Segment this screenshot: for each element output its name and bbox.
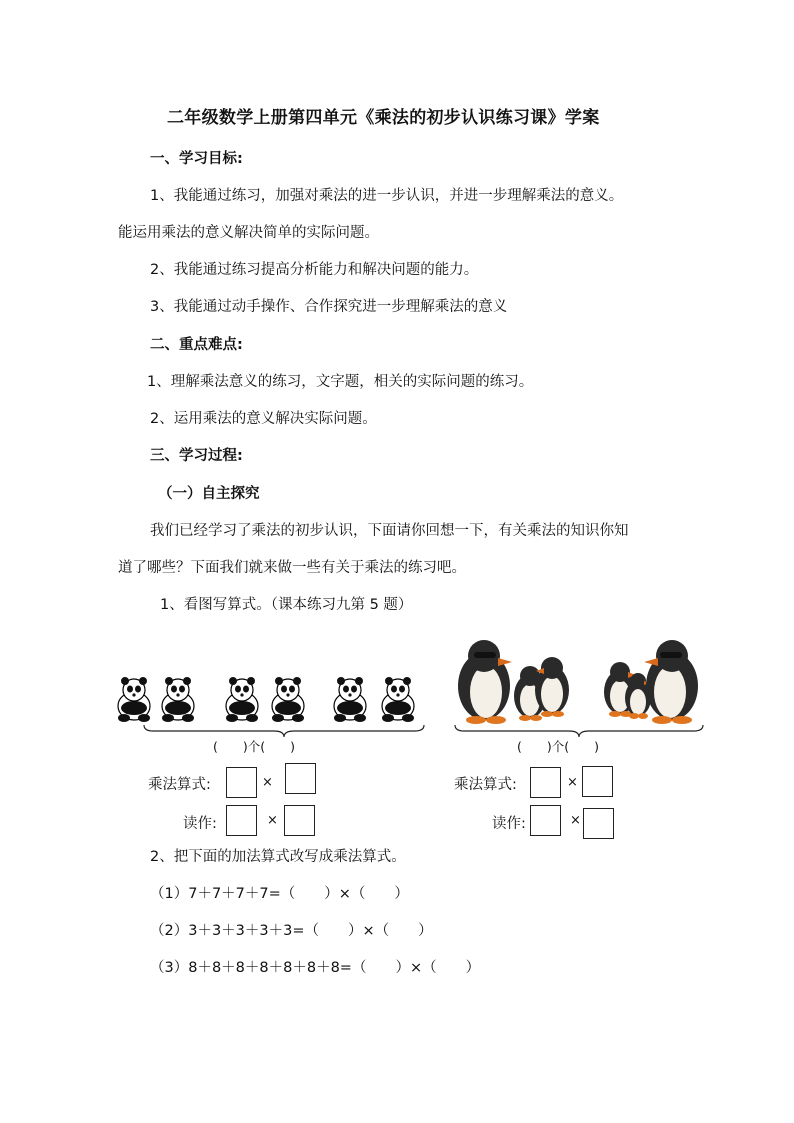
task-2-item-1: （1）7＋7＋7＋7=（ ）×（ ） [150, 886, 409, 902]
right-caption: ( )个( ) [517, 739, 600, 754]
right-mult-label: 乘法算式: [454, 777, 517, 793]
right-read-box-2[interactable] [583, 808, 614, 839]
panda-2 [162, 677, 194, 722]
goal-2: 2、我能通过练习提高分析能力和解决问题的能力。 [150, 262, 479, 278]
goal-1-line-a: 1、我能通过练习，加强对乘法的进一步认识，并进一步理解乘法的意义。 [150, 188, 624, 204]
key-2: 2、运用乘法的意义解决实际问题。 [150, 411, 377, 427]
left-brace [143, 724, 425, 738]
right-mult-box-2[interactable] [582, 766, 613, 797]
penguin-big-1 [458, 640, 512, 724]
left-mult-box-2[interactable] [285, 763, 316, 794]
right-read-label: 读作: [492, 816, 526, 832]
right-mult-times: × [567, 775, 578, 790]
left-read-label: 读作: [183, 816, 217, 832]
panda-4 [272, 677, 304, 722]
key-heading: 二、重点难点: [150, 337, 243, 353]
left-mult-label: 乘法算式: [148, 777, 211, 793]
left-read-times: × [267, 813, 278, 828]
right-mult-box-1[interactable] [530, 767, 561, 798]
task-2-item-3: （3）8＋8＋8＋8＋8＋8＋8=（ ）×（ ） [150, 960, 481, 976]
right-brace [454, 724, 704, 738]
pandas-illustration [116, 668, 426, 728]
penguin-big-2 [644, 640, 698, 724]
task-2-item-2: （2）3＋3＋3＋3＋3=（ ）×（ ） [150, 923, 433, 939]
goal-3: 3、我能通过动手操作、合作探究进一步理解乘法的意义 [150, 299, 508, 315]
left-read-box-1[interactable] [226, 805, 257, 836]
right-read-times: × [570, 813, 581, 828]
page-title: 二年级数学上册第四单元《乘法的初步认识练习课》学案 [167, 108, 600, 128]
left-caption: ( )个( ) [213, 739, 296, 754]
panda-5 [334, 677, 366, 722]
intro-line-a: 我们已经学习了乘法的初步认识，下面请你回想一下，有关乘法的知识你知 [150, 523, 629, 539]
left-mult-times: × [262, 775, 273, 790]
panda-3 [226, 677, 258, 722]
panda-1 [118, 677, 150, 722]
task-1: 1、看图写算式。（课本练习九第 5 题） [160, 597, 413, 613]
right-read-box-1[interactable] [530, 805, 561, 836]
penguins-illustration [452, 636, 702, 724]
left-read-box-2[interactable] [284, 805, 315, 836]
panda-6 [382, 677, 414, 722]
intro-line-b: 道了哪些？下面我们就来做一些有关于乘法的练习吧。 [118, 560, 466, 576]
goal-1-line-b: 能运用乘法的意义解决简单的实际问题。 [118, 225, 379, 241]
goals-heading: 一、学习目标: [150, 151, 243, 167]
penguin-group-right [604, 640, 698, 724]
penguin-group-left [458, 640, 569, 724]
task-2-heading: 2、把下面的加法算式改写成乘法算式。 [150, 849, 406, 865]
process-heading: 三、学习过程: [150, 448, 243, 464]
key-1: 1、理解乘法意义的练习，文字题，相关的实际问题的练习。 [147, 374, 534, 390]
left-mult-box-1[interactable] [226, 767, 257, 798]
explore-heading: （一）自主探究 [158, 486, 260, 502]
